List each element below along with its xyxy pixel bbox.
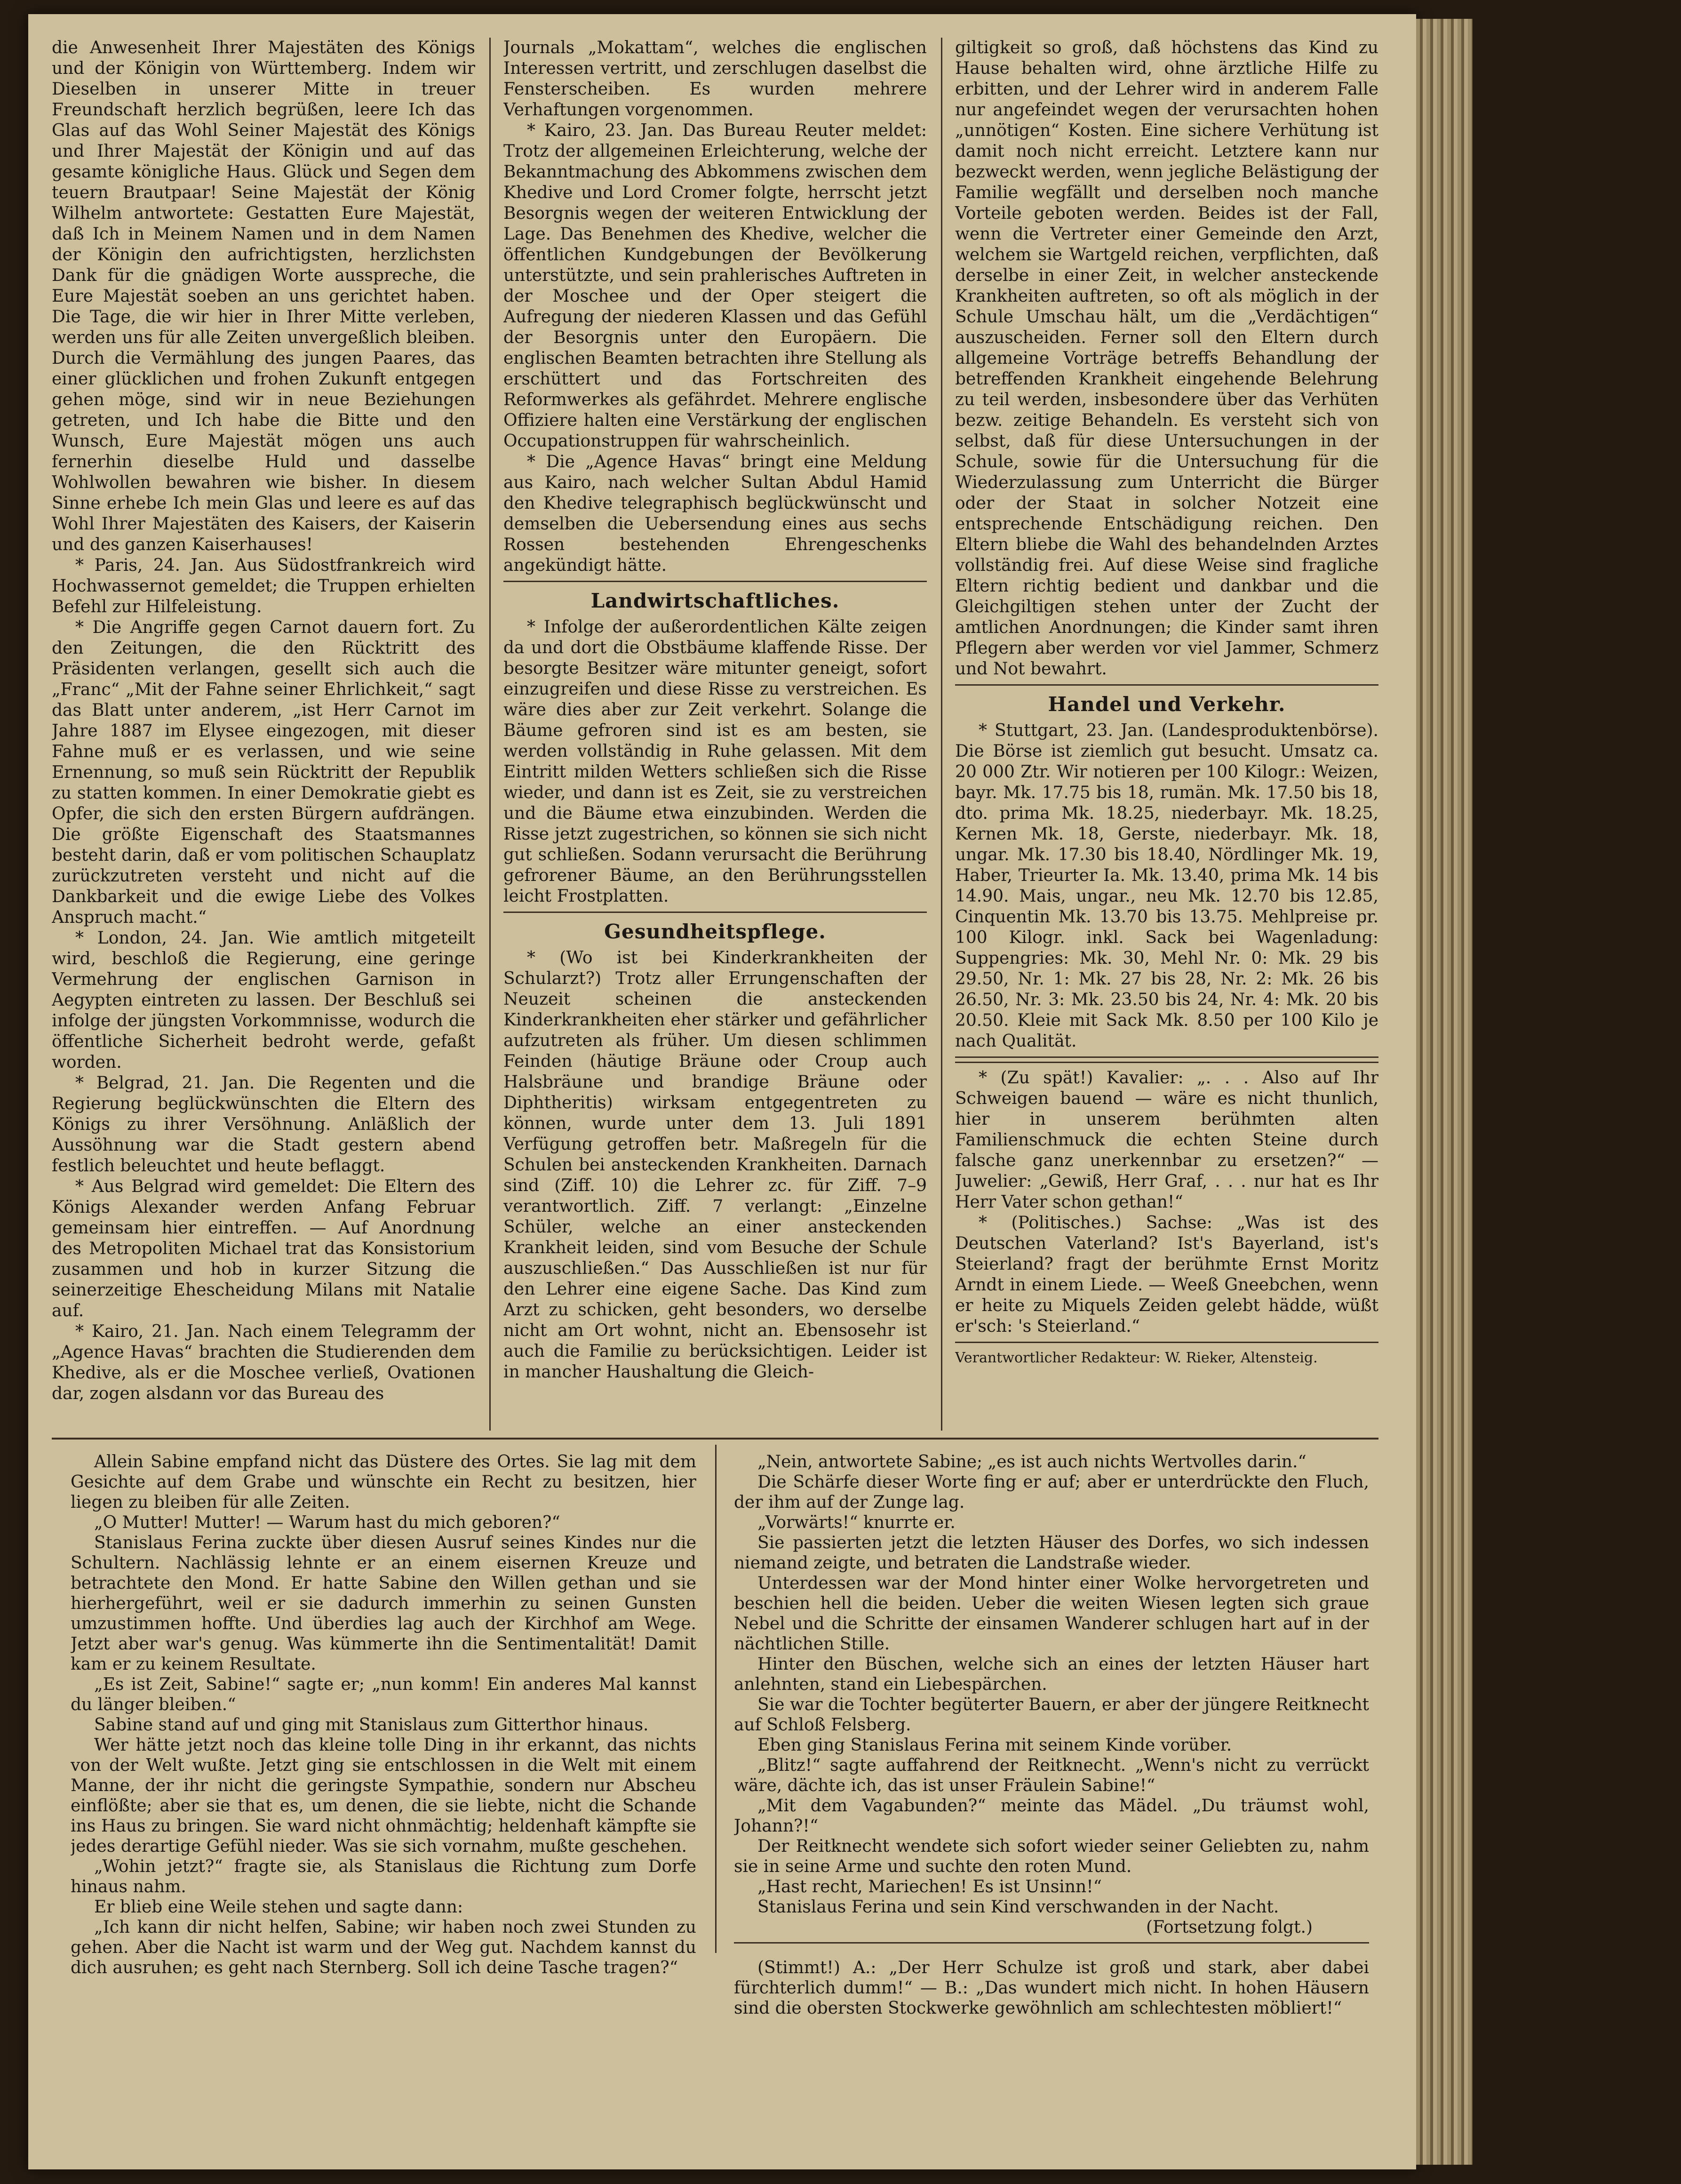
news-kairo-23: * Kairo, 23. Jan. Das Bureau Reuter meldet: Trotz der allgemeinen Erleichterung, welche der Bekanntmachung des Abkommens zwischen dem Khedive und Lord Cromer folgte, herrscht jetzt Besorgnis wegen der weiteren Entwicklung der Lage. Das Benehmen des Khedive, welcher die öffentlichen Kundgebungen der Bevölkerung unterstützte, und sein prahlerisches Auftreten in der Moschee und der Oper steigert die Aufregung der niederen Klassen und das Gefühl der Besorgnis unter den Europäern. Die englischen Beamten betrachten ihre Stellung als erschüttert und das Fortschreiten des Reformwerkes als gefährdet. Mehrere englische Offiziere halten eine Verstärkung der englischen Occupationstruppen für wahrscheinlich.: [503, 121, 927, 451]
paragraph: Sie passierten jetzt die letzten Häuser des Dorfes, wo sich indessen niemand zeigte, und betraten die Landstraße wieder.: [734, 1533, 1369, 1573]
paragraph: Hinter den Büschen, welche sich an eines der letzten Häuser hart anlehnten, stand ein Liebespärchen.: [734, 1655, 1369, 1694]
paragraph: Wer hätte jetzt noch das kleine tolle Ding in ihr erkannt, das nichts von der Welt wußte. Jetzt ging sie entschlossen in die Welt mit einem Manne, der ihr nicht die geringste Sympathie, sondern nur Abscheu einflößte; aber sie that es, um denen, die sie liebte, nicht die Schande ins Haus zu bringen. Sie ward nicht ohnmächtig; heldenhaft kämpfte sie jedes derartige Gefühl nieder. Was sie sich vornahm, mußte geschehen.: [71, 1736, 696, 1856]
paragraph: „Ich kann dir nicht helfen, Sabine; wir haben noch zwei Stunden zu gehen. Aber die Nacht ist warm und der Weg gut. Nachdem kannst du dich ausruhen; es geht nach Sternberg. Soll ich deine Tasche tragen?“: [71, 1918, 696, 1977]
section-rule: [955, 1056, 1378, 1063]
article-schularzt: * (Wo ist bei Kinderkrankheiten der Schularzt?) Trotz aller Errungenschaften der Neuzeit scheinen die ansteckenden Kinderkrankheiten eher stärker und gefährlicher aufzutreten als früher. Um diesen schlimmen Feinden (häutige Bräune oder Croup auch Halsbräune und brandige Bräune oder Diphtheritis) wirksam entgegentreten zu können, wurde unter dem 13. Juli 1891 Verfügung getroffen betr. Maßregeln für die Schulen bei ansteckenden Krankheiten. Darnach sind (Ziff. 10) die Lehrer zc. für Ziff. 7–9 verantwortlich. Ziff. 7 verlangt: „Einzelne Schüler, welche an einer ansteckenden Krankheit leiden, sind vom Besuche der Schule auszuschließen.“ Das Ausschließen ist nur für den Lehrer eine eigene Sache. Das Kind zum Arzt zu schicken, geht besonders, wo derselbe nicht am Ort wohnt, nicht an. Ebensosehr ist auch die Familie zu berücksichtigen. Leider ist in mancher Haushaltung die Gleich-: [503, 948, 927, 1382]
section-rule: [734, 1942, 1369, 1944]
paragraph: „Mit dem Vagabunden?“ meinte das Mädel. „Du träumst wohl, Johann?!“: [734, 1796, 1369, 1836]
news-kairo: * Kairo, 21. Jan. Nach einem Telegramm der „Agence Havas“ brachten die Studierenden dem Khedive, als er die Moschee verließ, Ovationen dar, zogen alsdann vor das Bureau des: [52, 1322, 475, 1403]
page-stack-edge: [1416, 19, 1473, 2165]
paragraph: „O Mutter! Mutter! — Warum hast du mich geboren?“: [94, 1513, 560, 1532]
column-left: [52, 38, 475, 1449]
article-boerse: * Stuttgart, 23. Jan. (Landesproduktenbörse). Die Börse ist ziemlich gut besucht. Umsatz ca. 20 000 Ztr. Wir notieren per 100 Kilogr.: Weizen, bayr. Mk. 17.75 bis 18, rumän. Mk. 17.50 bis 18, dto. prima Mk. 18.25, niederbayr. Mk. 18.25, Kernen Mk. 18, Gerste, niederbayr. Mk. 18, ungar. Mk. 17.30 bis 18.40, Nördlinger Mk. 19, Haber, Trieurter Ia. Mk. 13.40, prima Mk. 14 bis 14.90. Mais, ungar., neu Mk. 12.70 bis 12.85, Cinquentin Mk. 13.70 bis 13.75. Mehlpreise pr. 100 Kilogr. inkl. Sack bei Wagenladung: Suppengries: Mk. 30, Mehl Nr. 0: Mk. 29 bis 29.50, Nr. 1: Mk. 27 bis 28, Nr. 2: Mk. 26 bis 26.50, Nr. 3: Mk. 23.50 bis 24, Nr. 4: Mk. 20 bis 20.50. Kleie mit Sack Mk. 8.50 per 100 Kilo je nach Qualität.: [955, 721, 1378, 1051]
column-divider: [715, 1445, 717, 1953]
paragraph: Sie war die Tochter begüterter Bauern, er aber der jüngere Reitknecht auf Schloß Felsberg.: [734, 1695, 1369, 1735]
paragraph: Unterdessen war der Mond hinter einer Wolke hervorgetreten und beschien hell die beiden. Ueber die weiten Wiesen legten sich graue Nebel und die Schritte der einsamen Wanderer schlugen hart auf in der nächtlichen Stille.: [734, 1574, 1369, 1654]
paragraph: Die Schärfe dieser Worte fing er auf; aber er unterdrückte den Fluch, der ihm auf der Zunge lag.: [734, 1472, 1369, 1512]
paragraph: die Anwesenheit Ihrer Majestäten des Königs und der Königin von Württemberg. Indem wir Dieselben in unserer Mitte in treuer Freundschaft herzlich begrüßen, leere Ich das Glas auf das Wohl Seiner Majestät des Königs und Ihrer Majestät der Königin und auf das gesamte königliche Haus. Glück und Segen dem teuern Brautpaar! Seine Majestät der König Wilhelm antwortete: Gestatten Eure Majestät, daß Ich in Meinem Namen und in dem Namen der Königin den aufrichtigsten, herzlichsten Dank für die gnädigen Worte ausspreche, die Eure Majestät soeben an uns gerichtet haben. Die Tage, die wir hier in Ihrer Mitte verleben, werden uns für alle Zeiten unvergeßlich bleiben. Durch die Vermählung des jungen Paares, das einer glücklichen und frohen Zukunft entgegen gehen möge, sind wir in neue Beziehungen getreten, und Ich habe die Bitte und den Wunsch, Eure Majestät mögen uns auch fernerhin dieselbe Huld und dasselbe Wohlwollen bewahren wie bisher. In diesem Sinne erhebe Ich mein Glas und leere es auf das Wohl Ihrer Majestäten des Kaisers, der Kaiserin und des ganzen Kaiserhauses!: [52, 38, 475, 554]
news-london: * London, 24. Jan. Wie amtlich mitgeteilt wird, beschloß die Regierung, eine geringe Vermehrung der englischen Garnison in Aegypten eintreten zu lassen. Der Beschluß sei infolge der jüngsten Vorkommnisse, wodurch die öffentliche Sicherheit bedroht werde, gefaßt worden.: [52, 928, 475, 1072]
paragraph: „Wohin jetzt?“ fragte sie, als Stanislaus die Richtung zum Dorfe hinaus nahm.: [71, 1857, 696, 1896]
section-rule: [955, 1342, 1378, 1343]
paragraph: Er blieb eine Weile stehen und sagte dann:: [94, 1897, 463, 1917]
paragraph: „Es ist Zeit, Sabine!“ sagte er; „nun komm! Ein anderes Mal kannst du länger bleiben.“: [71, 1675, 696, 1714]
section-rule: [955, 684, 1378, 686]
paragraph: „Hast recht, Mariechen! Es ist Unsinn!“: [757, 1877, 1102, 1896]
article-obstbaeume: * Infolge der außerordentlichen Kälte zeigen da und dort die Obstbäume klaffende Risse. Der besorgte Besitzer wäre mitunter geneigt, sofort einzugreifen und diese Risse zu verstreichen. Es wäre dies aber zur Zeit verkehrt. Solange die Bäume gefroren sind ist es am besten, sie werden vollständig in Ruhe gelassen. Mit dem Eintritt milden Wetters schließen sich die Risse wieder, und dann ist es Zeit, sie zu verstreichen und die Bäume etwa einzubinden. Werden die Risse jetzt zugestrichen, so können sie sich nicht gut schließen. Sodann verursacht die Berührung gefrorener Bäume, an den Berührungsstellen leicht Frostplatten.: [503, 617, 927, 906]
section-rule: [503, 581, 927, 582]
paragraph: Der Reitknecht wendete sich sofort wieder seiner Geliebten zu, nahm sie in seine Arme und suchte den roten Mund.: [734, 1837, 1369, 1876]
feuilleton-left: [71, 1452, 696, 2120]
column-divider: [489, 38, 491, 1431]
news-carnot: * Die Angriffe gegen Carnot dauern fort. Zu den Zeitungen, die den Rücktritt des Präsidenten verlangen, gesellt sich auch die „Franc“ „Mit der Fahne seiner Ehrlichkeit,“ sagt das Blatt unter anderem, „ist Herr Carnot im Jahre 1887 im Elysee eingezogen, mit dieser Fahne muß er es verlassen, und wie seine Ernennung, so muß sein Rücktritt der Republik zu statten kommen. In einer Demokratie giebt es Opfer, die sich den ersten Bürgern aufdrängen. Die größte Eigenschaft des Staatsmannes besteht darin, daß er vom politischen Schauplatz zurückzutreten versteht und nicht auf die Dankbarkeit und die ewige Liebe des Volkes Anspruch macht.“: [52, 618, 475, 927]
paragraph: „Nein, antwortete Sabine; „es ist auch nichts Wertvolles darin.“: [757, 1452, 1307, 1472]
feuilleton-right: [734, 1452, 1369, 2120]
paragraph: Sabine stand auf und ging mit Stanislaus zum Gitterthor hinaus.: [94, 1715, 649, 1735]
paragraph: Stanislaus Ferina und sein Kind verschwanden in der Nacht.: [757, 1897, 1279, 1917]
paragraph: Eben ging Stanislaus Ferina mit seinem Kinde vorüber.: [757, 1736, 1232, 1755]
continuation-note: (Fortsetzung folgt.): [1146, 1918, 1313, 1937]
column-middle: [503, 38, 927, 1449]
column-right: [955, 38, 1378, 1449]
section-heading-gesundheit: Gesundheitspflege.: [604, 920, 826, 943]
joke-zu-spaet: * (Zu spät!) Kavalier: „. . . Also auf Ihr Schweigen bauend — wäre es nicht thunlich, hier in unserem berühmten alten Familienschmuck die echten Steine durch falsche ganz unerkennbar zu ersetzen?“ — Juwelier: „Gewiß, Herr Graf, . . . nur hat es Ihr Herr Vater schon gethan!“: [955, 1068, 1378, 1212]
newspaper-page: [28, 14, 1416, 2169]
paragraph: Journals „Mokattam“, welches die englischen Interessen vertritt, und zerschlugen daselbst die Fensterscheiben. Es wurden mehrere Verhaftungen vorgenommen.: [503, 38, 927, 120]
paragraph: „Blitz!“ sagte auffahrend der Reitknecht. „Wenn's nicht zu verrückt wäre, dächte ich, das ist unser Fräulein Sabine!“: [734, 1756, 1369, 1795]
paragraph: Allein Sabine empfand nicht das Düstere des Ortes. Sie lag mit dem Gesichte auf dem Grabe und wünschte ein Recht zu besitzen, hier liegen zu bleiben für alle Zeiten.: [71, 1452, 696, 1512]
news-belgrad-2: * Aus Belgrad wird gemeldet: Die Eltern des Königs Alexander werden Anfang Februar gemeinsam hier eintreffen. — Auf Anordnung des Metropoliten Michael trat das Konsistorium zusammen und hob in kurzer Sitzung die seinerzeitige Ehescheidung Milans mit Natalie auf.: [52, 1177, 475, 1320]
paragraph: giltigkeit so groß, daß höchstens das Kind zu Hause behalten wird, ohne ärztliche Hilfe zu erbitten, und der Lehrer wird in anderem Falle nur angefeindet wegen der verursachten hohen „unnötigen“ Kosten. Eine sichere Verhütung ist damit noch nicht erreicht. Letztere kann nur bezweckt werden, wenn jegliche Belästigung der Familie wegfällt und derselben noch manche Vorteile geboten werden. Beides ist der Fall, wenn die Vertreter einer Gemeinde den Arzt, welchem sie Wartgeld reichen, verpflichten, daß derselbe in einer Zeit, in welcher ansteckende Krankheiten auftreten, so oft als möglich in der Schule Umschau hält, um die „Verdächtigen“ auszuscheiden. Ferner soll den Eltern durch allgemeine Vorträge betreffs Behandlung der betreffenden Krankheit eingehende Belehrung zu teil werden, insbesondere über das Verhüten bezw. zeitige Behandeln. Es versteht sich von selbst, daß für diese Untersuchungen in der Schule, sowie für die Untersuchung für die Wiederzulassung zum Unterricht die Bürger oder der Staat in solcher Notzeit eine entsprechende Entschädigung reichen. Den Eltern bliebe die Wahl des behandelnden Arztes vollständig frei. Auf diese Weise sind fragliche Eltern richtig bedient und dankbar und die Gleichgiltigen stehen unter der Zucht der amtlichen Anordnungen; die Kinder samt ihren Pflegern aber werden vor viel Jammer, Schmerz und Not bewahrt.: [955, 38, 1378, 679]
paragraph: Stanislaus Ferina zuckte über diesen Ausruf seines Kindes nur die Schultern. Nachlässig lehnte er an einem eisernen Kreuze und betrachtete den Mond. Er hatte Sabine den Willen gethan und sie hierhergeführt, weil er sie dadurch immerhin zu seinen Gunsten umzustimmen hoffte. Und überdies lag auch der Kirchhof am Wege. Jetzt aber war's genug. Was kümmerte ihn die Sentimentalität! Damit kam er zu keinem Resultate.: [71, 1533, 696, 1674]
feuilleton-separator: [52, 1438, 1378, 1440]
news-paris: * Paris, 24. Jan. Aus Südostfrankreich wird Hochwassernot gemeldet; die Truppen erhielten Befehl zur Hilfeleistung.: [52, 556, 475, 616]
section-heading-landwirtschaft: Landwirtschaftliches.: [590, 589, 840, 612]
news-belgrad: * Belgrad, 21. Jan. Die Regenten und die Regierung beglückwünschten die Eltern des Königs zu ihrer Versöhnung. Anläßlich der Aussöhnung war die Stadt gestern abend festlich beleuchtet und heute beflaggt.: [52, 1073, 475, 1176]
section-heading-handel: Handel und Verkehr.: [1048, 693, 1286, 716]
editor-credit: Verantwortlicher Redakteur: W. Rieker, Altensteig.: [955, 1350, 1318, 1366]
column-divider: [941, 38, 942, 1431]
section-rule: [503, 912, 927, 913]
joke-stimmt: (Stimmt!) A.: „Der Herr Schulze ist groß und stark, aber dabei fürchterlich dumm!“ — B.: „Das wundert mich nicht. In hohen Häusern sind die obersten Stockwerke gewöhnlich am schlechtesten möbliert!“: [734, 1958, 1369, 2018]
joke-politisches: * (Politisches.) Sachse: „Was ist des Deutschen Vaterland? Ist's Bayerland, ist's Steierland? fragt der berühmte Ernst Moritz Arndt in einem Liede. — Weeß Gneebchen, wenn er heite zu Miquels Zeiden gelebt hädde, wüßt er'sch: 's Steierland.“: [955, 1213, 1378, 1336]
news-agence-havas: * Die „Agence Havas“ bringt eine Meldung aus Kairo, nach welcher Sultan Abdul Hamid den Khedive telegraphisch beglückwünscht und demselben die Uebersendung eines aus sechs Rossen bestehenden Ehrengeschenks angekündigt hätte.: [503, 452, 927, 575]
paragraph: „Vorwärts!“ knurrte er.: [757, 1513, 956, 1532]
